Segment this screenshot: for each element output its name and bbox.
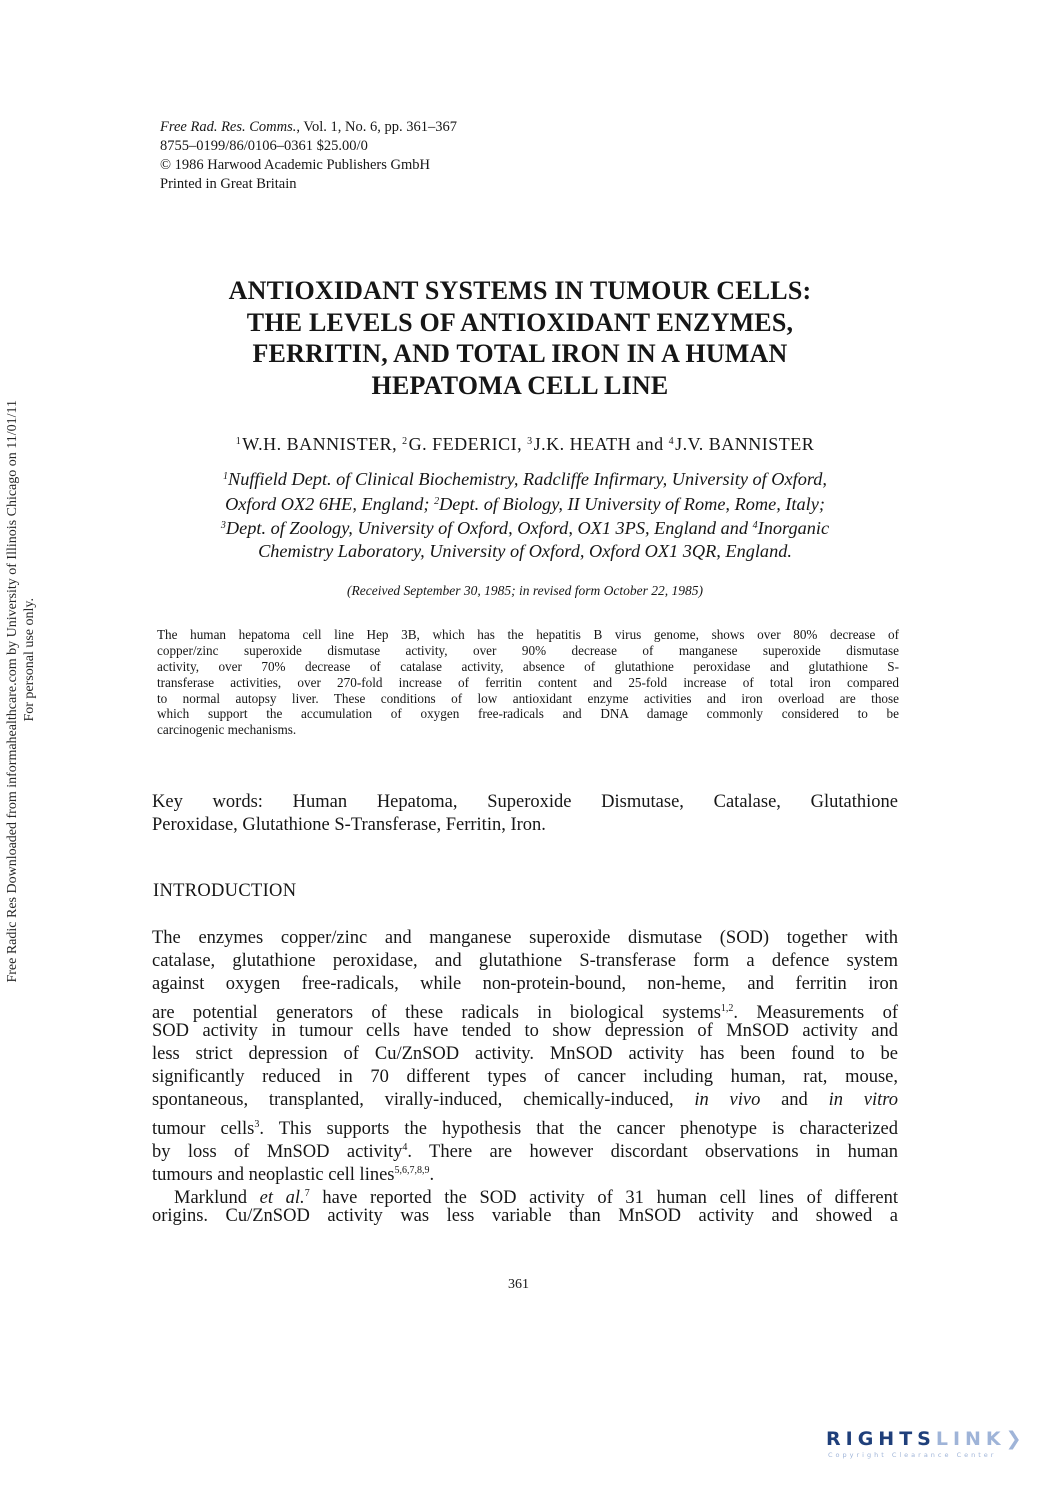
watermark-line-2: For personal use only. — [22, 598, 37, 722]
journal-citation-block — [160, 118, 457, 194]
abstract-line: carcinogenic mechanisms. — [157, 722, 297, 738]
journal-citation: Free Rad. Res. Comms., Vol. 1, No. 6, pp. 361–367 — [160, 119, 457, 135]
abstract — [157, 627, 899, 738]
affiliations: $^1$Nuffield Dept. of Clinical Biochemistry, Radcliffe Infirmary, University of Oxford, Oxford OX2 6HE, England; $^2$Dept. of Biology, II University of Rome, Rome, Italy; $^3$Dept. of Zoology, University of Oxford, Oxford, OX1 3PS, England and $^4$Inorganic Chemistry Laboratory, University of Oxford, Oxford OX1 3QR, England. — [220, 469, 830, 561]
author-name: J.V. BANNISTER — [675, 434, 815, 454]
abstract-line: which support the accumulation of oxygen free-radicals and DNA damage commonly considered to be — [157, 706, 899, 722]
page-number: 361 — [508, 1277, 529, 1292]
abstract-line: to normal autopsy liver. These conditions of low antioxidant enzyme activities and iron overload are those — [157, 690, 899, 706]
abstract-line: copper/zinc superoxide dismutase activity, over 90% decrease of manganese superoxide dismutase — [157, 642, 899, 658]
received-dates: (Received September 30, 1985; in revised form October 22, 1985) — [346, 583, 704, 598]
author-name: G. FEDERICI, — [408, 434, 528, 454]
abstract-line: transferase activities, over 270-fold increase of ferritin content and 25-fold increase of total iron compared — [157, 674, 899, 690]
rightslink-logo: RIGHTSLINK❯ Copyright Clearance Center — [826, 1428, 1027, 1459]
introduction-text: The enzymes copper/zinc and manganese superoxide dismutase (SOD) together with catalase, glutathione peroxidase, and glutathione S-transferase form a defence system against oxygen free-radicals, while non-protein-bound, non-heme, and ferritin iron are potential generators of these radicals in biological systems$^{1,2}$. Measurements of SOD activity in tumour cells have tended to show depression of MnSOD activity and less strict depression of Cu/ZnSOD activity. MnSOD activity has been found to be significantly reduced in 70 different types of cancer including human, rat, mouse, spontaneous, transplanted, virally-induced, chemically-induced, in vivo and in vitro tumour cells$^3$. This supports the hypothesis that the cancer phenotype is characterized by loss of MnSOD activity$^4$. There are however discordant observations in human tumours and neoplastic cell lines$^{5,6,7,8,9}$. Marklund et al.$^7$ have reported the SOD activity of 31 human cell lines of different origins. Cu/ZnSOD activity was less variable than MnSOD activity and showed a — [152, 928, 899, 1227]
journal-copyright: © 1986 Harwood Academic Publishers GmbH — [160, 157, 430, 173]
keywords: Key words: Human Hepatoma, Superoxide Dismutase, Catalase, Glutathione Peroxidase, Glutathione S-Transferase, Ferritin, Iron. — [152, 792, 898, 835]
journal-printed: Printed in Great Britain — [160, 176, 297, 192]
journal-issn: 8755–0199/86/0106–0361 $25.00/0 — [160, 138, 368, 154]
watermark-line-1: Free Radic Res Downloaded from informahealthcare.com by University of Illinois Chicago on 11/01/11 — [5, 400, 20, 983]
author-list: $^1$W.H. BANNISTER, $^2$G. FEDERICI, $^3$J.K. HEATH and $^4$J.V. BANNISTER — [235, 434, 815, 454]
paper-title: ANTIOXIDANT SYSTEMS IN TUMOUR CELLS: THE LEVELS OF ANTIOXIDANT ENZYMES, FERRITIN, AND TOTAL IRON IN A HUMAN HEPATOMA CELL LINE — [228, 276, 812, 400]
section-heading-introduction: INTRODUCTION — [153, 881, 297, 901]
download-watermark — [0, 0, 45, 1500]
author-name: W.H. BANNISTER, — [242, 434, 403, 454]
abstract-line: The human hepatoma cell line Hep 3B, which has the hepatitis B virus genome, shows over 80% decrease of — [157, 627, 899, 642]
abstract-line: activity, over 70% decrease of catalase activity, absence of glutathione peroxidase and glutathione S- — [157, 658, 899, 674]
author-name: J.K. HEATH and — [533, 434, 669, 454]
